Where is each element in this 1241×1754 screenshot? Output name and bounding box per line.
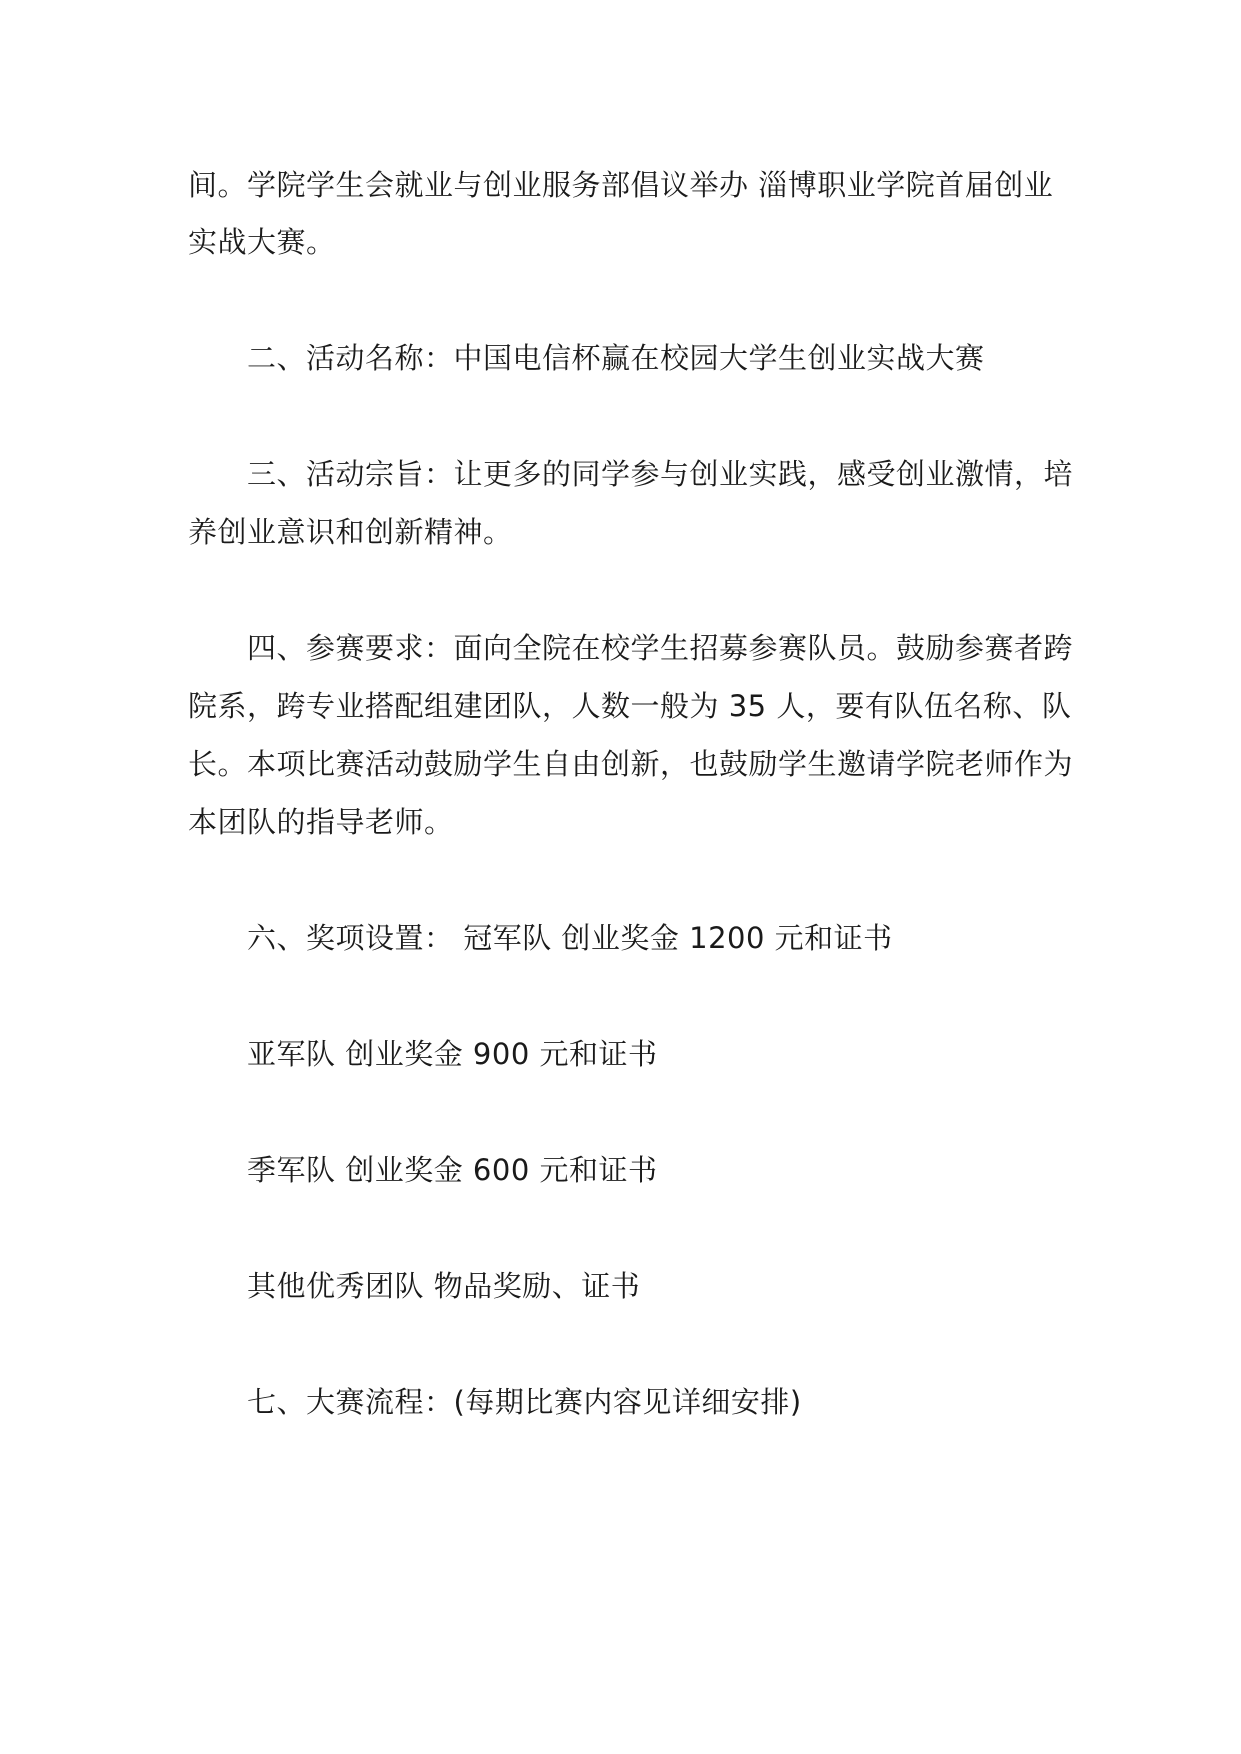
section-requirements-line-1: 四、参赛要求：面向全院在校学生招募参赛队员。鼓励参赛者跨 <box>247 631 1074 665</box>
paragraph-intro-line-2: 实战大赛。 <box>188 225 336 259</box>
section-activity-purpose-line-1: 三、活动宗旨：让更多的同学参与创业实践，感受创业激情，培 <box>247 457 1074 491</box>
awards-other-teams: 其他优秀团队 物品奖励、证书 <box>247 1269 641 1303</box>
section-competition-process: 七、大赛流程：(每期比赛内容见详细安排) <box>247 1385 802 1419</box>
section-activity-name: 二、活动名称：中国电信杯赢在校园大学生创业实战大赛 <box>247 341 985 375</box>
section-requirements-line-4: 本团队的指导老师。 <box>188 805 454 839</box>
paragraph-intro-line-1: 间。学院学生会就业与创业服务部倡议举办 淄博职业学院首届创业 <box>188 168 1054 202</box>
awards-runner-up: 亚军队 创业奖金 900 元和证书 <box>247 1037 658 1071</box>
section-awards-champion: 六、奖项设置： 冠军队 创业奖金 1200 元和证书 <box>247 921 893 955</box>
section-requirements-line-2: 院系，跨专业搭配组建团队，人数一般为 35 人，要有队伍名称、队 <box>188 689 1072 723</box>
section-activity-purpose-line-2: 养创业意识和创新精神。 <box>188 515 513 549</box>
awards-third-place: 季军队 创业奖金 600 元和证书 <box>247 1153 658 1187</box>
section-requirements-line-3: 长。本项比赛活动鼓励学生自由创新，也鼓励学生邀请学院老师作为 <box>188 747 1074 781</box>
